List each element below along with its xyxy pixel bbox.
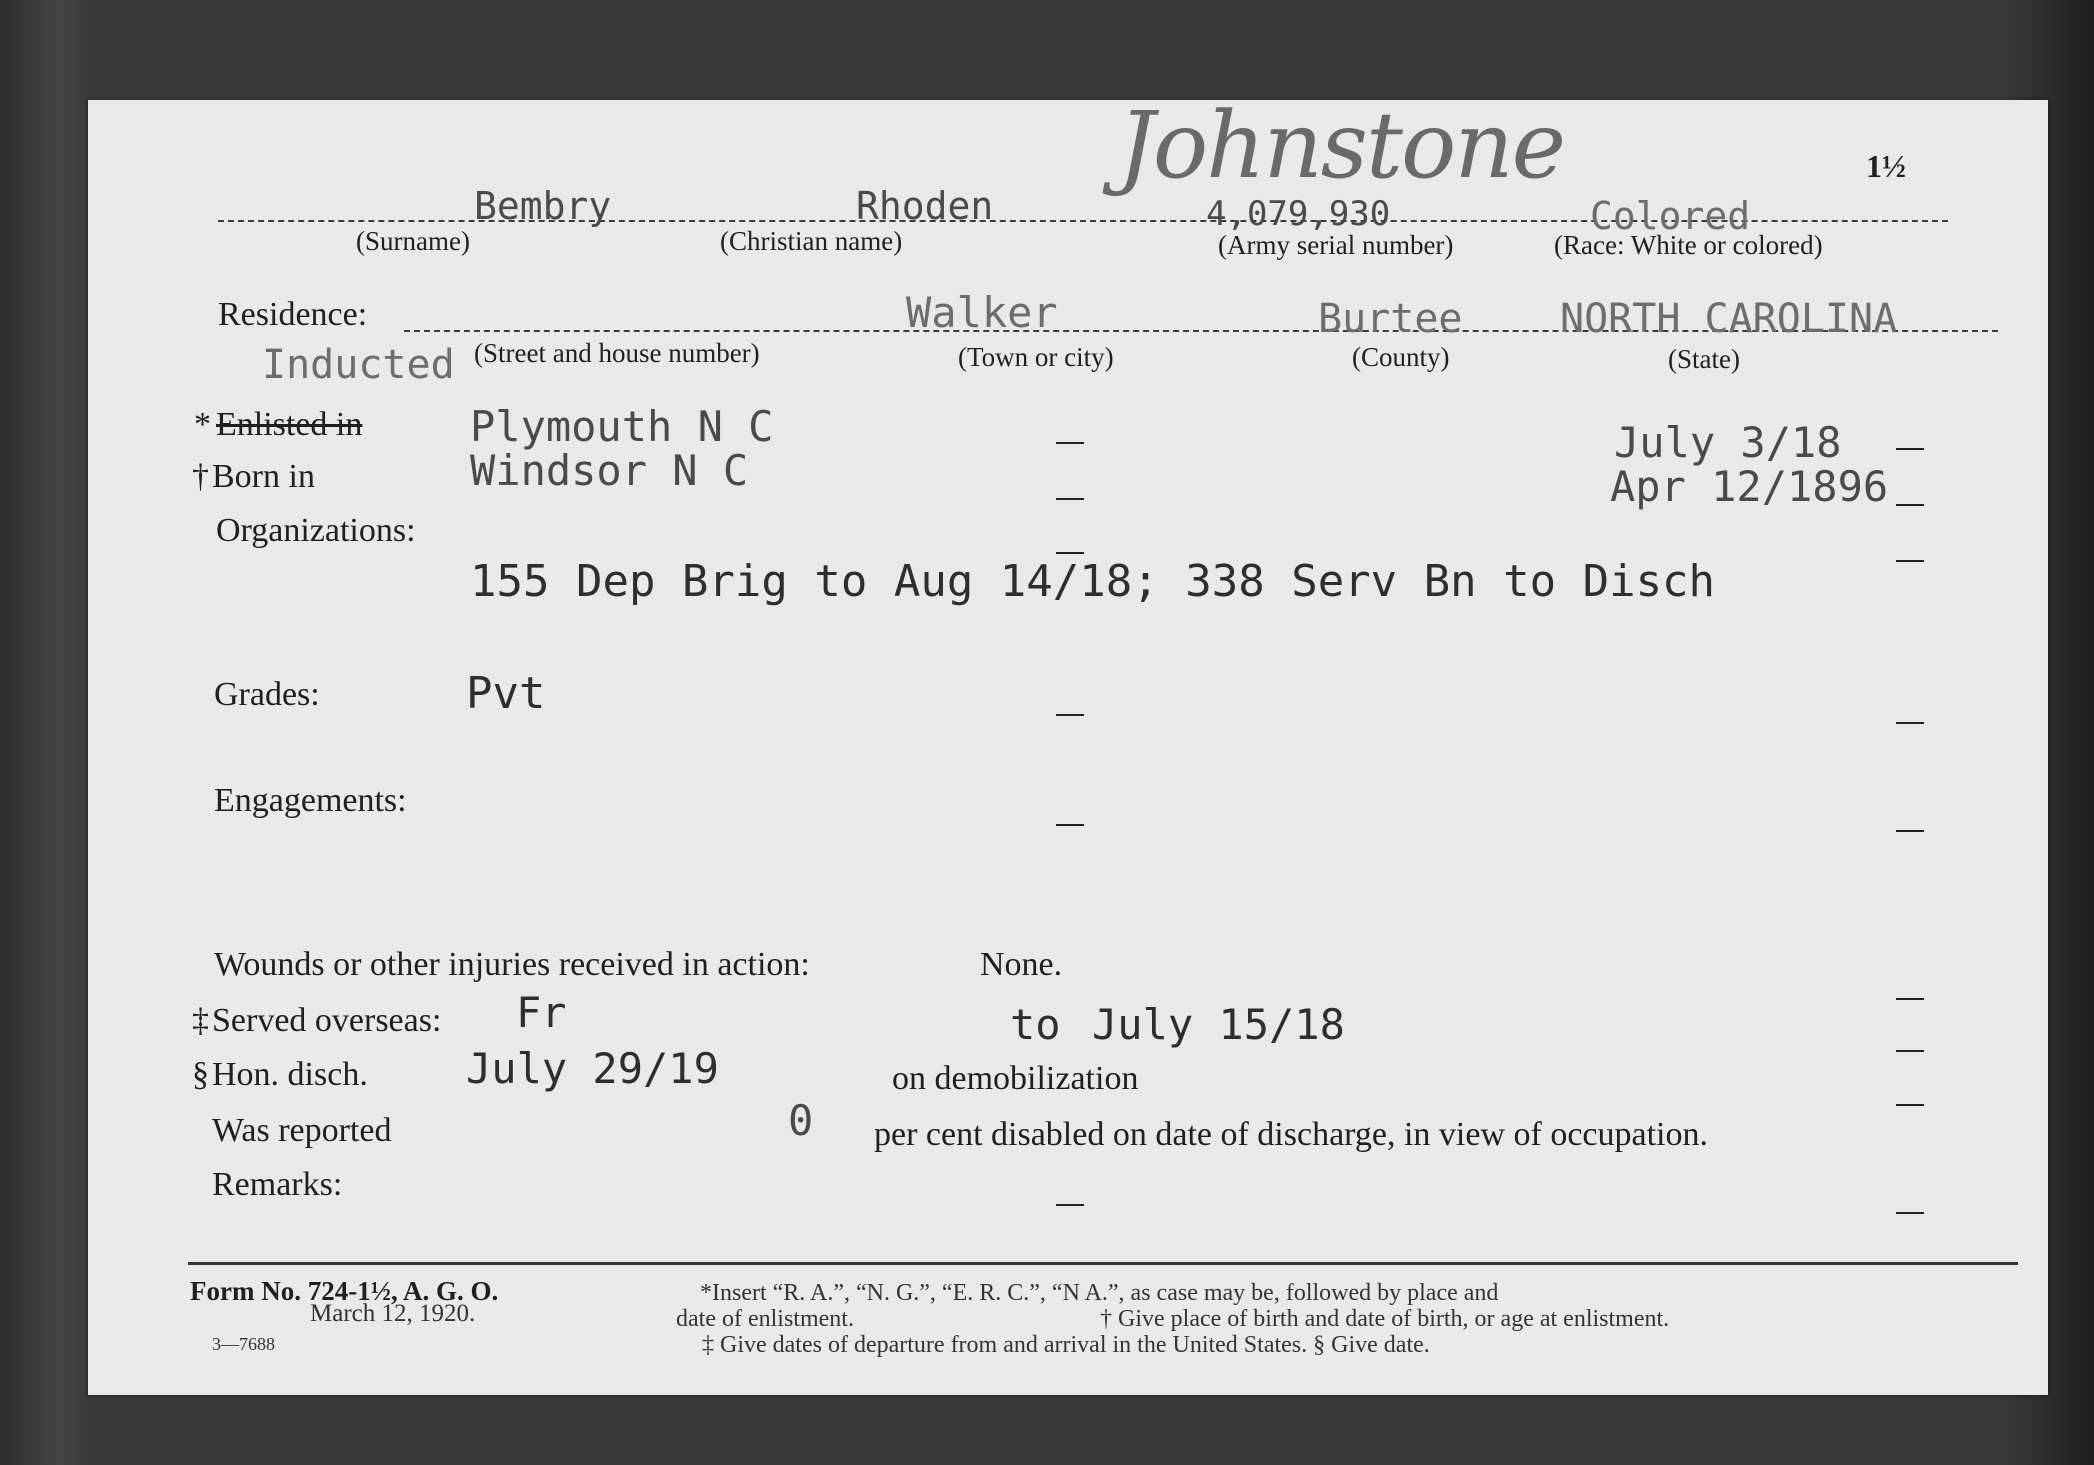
footnote-line-2a: date of enlistment. bbox=[676, 1306, 854, 1332]
dash-mark bbox=[1896, 1050, 1924, 1052]
service-record-card bbox=[88, 92, 2048, 1395]
christian-caption: (Christian name) bbox=[720, 226, 903, 256]
street-caption: (Street and house number) bbox=[474, 338, 760, 368]
residence-state-value: NORTH CAROLINA bbox=[1560, 296, 1898, 342]
dash-mark bbox=[1896, 1104, 1924, 1106]
discharge-reason-value: on demobilization bbox=[892, 1060, 1139, 1097]
residence-label: Residence: bbox=[218, 296, 368, 333]
state-caption: (State) bbox=[1668, 344, 1740, 374]
dash-mark bbox=[1056, 714, 1084, 716]
born-label: Born in bbox=[212, 458, 315, 495]
footnote-line-3: ‡ Give dates of departure from and arrival in the United States. § Give date. bbox=[702, 1332, 1430, 1358]
inducted-text: Inducted bbox=[262, 342, 455, 388]
born-date-value: Apr 12/1896 bbox=[1610, 462, 1889, 511]
was-reported-label: Was reported bbox=[212, 1112, 392, 1149]
form-date: March 12, 1920. bbox=[310, 1300, 476, 1327]
serial-number-value: 4,079,930 bbox=[1206, 194, 1391, 234]
serial-caption: (Army serial number) bbox=[1218, 230, 1454, 260]
dash-mark bbox=[1896, 998, 1924, 1000]
form-number: Form No. 724-1½, A. G. O. bbox=[190, 1276, 499, 1306]
dash-mark bbox=[1896, 722, 1924, 724]
print-code: 3—7688 bbox=[212, 1334, 275, 1354]
overseas-mark: ‡ bbox=[192, 1002, 209, 1039]
dash-mark bbox=[1896, 560, 1924, 562]
race-value: Colored bbox=[1590, 194, 1751, 238]
dash-mark bbox=[1896, 1212, 1924, 1214]
born-place-value: Windsor N C bbox=[470, 446, 749, 495]
race-caption: (Race: White or colored) bbox=[1554, 230, 1823, 260]
enlisted-star: * bbox=[194, 406, 211, 443]
christian-name-value: Rhoden bbox=[856, 184, 994, 228]
enlisted-date-value: July 3/18 bbox=[1614, 418, 1842, 467]
dash-mark bbox=[1056, 1204, 1084, 1206]
wounds-value: None. bbox=[980, 946, 1063, 983]
grades-label: Grades: bbox=[214, 676, 320, 713]
overseas-to-prefix: to bbox=[1010, 1000, 1061, 1049]
dash-mark bbox=[1896, 504, 1924, 506]
residence-county-value: Burtee bbox=[1318, 296, 1463, 342]
overseas-label: Served overseas: bbox=[212, 1002, 442, 1039]
footer-rule bbox=[188, 1262, 2018, 1265]
overseas-to-value: July 15/18 bbox=[1092, 1000, 1345, 1049]
footnote-line-1: *Insert “R. A.”, “N. G.”, “E. R. C.”, “N A.”, as case may be, followed by place and bbox=[700, 1280, 1499, 1306]
surname-caption: (Surname) bbox=[356, 226, 470, 256]
born-dagger: † bbox=[192, 458, 209, 495]
dash-mark bbox=[1896, 830, 1924, 832]
disability-text: per cent disabled on date of discharge, in view of occupation. bbox=[874, 1116, 1708, 1153]
grades-value: Pvt bbox=[466, 668, 546, 719]
footnote-line-2b: † Give place of birth and date of birth, or age at enlistment. bbox=[1100, 1306, 1670, 1332]
engagements-label: Engagements: bbox=[214, 782, 407, 819]
discharge-mark: § bbox=[192, 1056, 209, 1093]
dash-mark bbox=[1056, 824, 1084, 826]
dash-mark bbox=[1056, 498, 1084, 500]
residence-town-value: Walker bbox=[906, 288, 1058, 337]
organizations-value: 155 Dep Brig to Aug 14/18; 338 Serv Bn to Disch bbox=[470, 556, 1716, 607]
enlisted-label: Enlisted in bbox=[216, 406, 363, 443]
discharge-date-value: July 29/19 bbox=[466, 1044, 719, 1093]
surname-value: Bembry bbox=[474, 184, 612, 228]
dash-mark bbox=[1056, 552, 1084, 554]
town-caption: (Town or city) bbox=[958, 342, 1114, 372]
overseas-from-value: Fr bbox=[516, 988, 567, 1037]
enlisted-place-value: Plymouth N C bbox=[470, 402, 774, 451]
remarks-label: Remarks: bbox=[212, 1166, 343, 1203]
disability-percent-value: 0 bbox=[788, 1096, 814, 1145]
card-number: 1½ bbox=[1866, 148, 1906, 184]
dash-mark bbox=[1896, 448, 1924, 450]
discharge-label: Hon. disch. bbox=[212, 1056, 368, 1093]
wounds-label: Wounds or other injuries received in action: bbox=[214, 946, 810, 983]
organizations-label: Organizations: bbox=[216, 512, 416, 549]
county-caption: (County) bbox=[1352, 342, 1450, 372]
dash-mark bbox=[1056, 442, 1084, 444]
handwritten-name: Johnstone bbox=[1118, 92, 1565, 199]
